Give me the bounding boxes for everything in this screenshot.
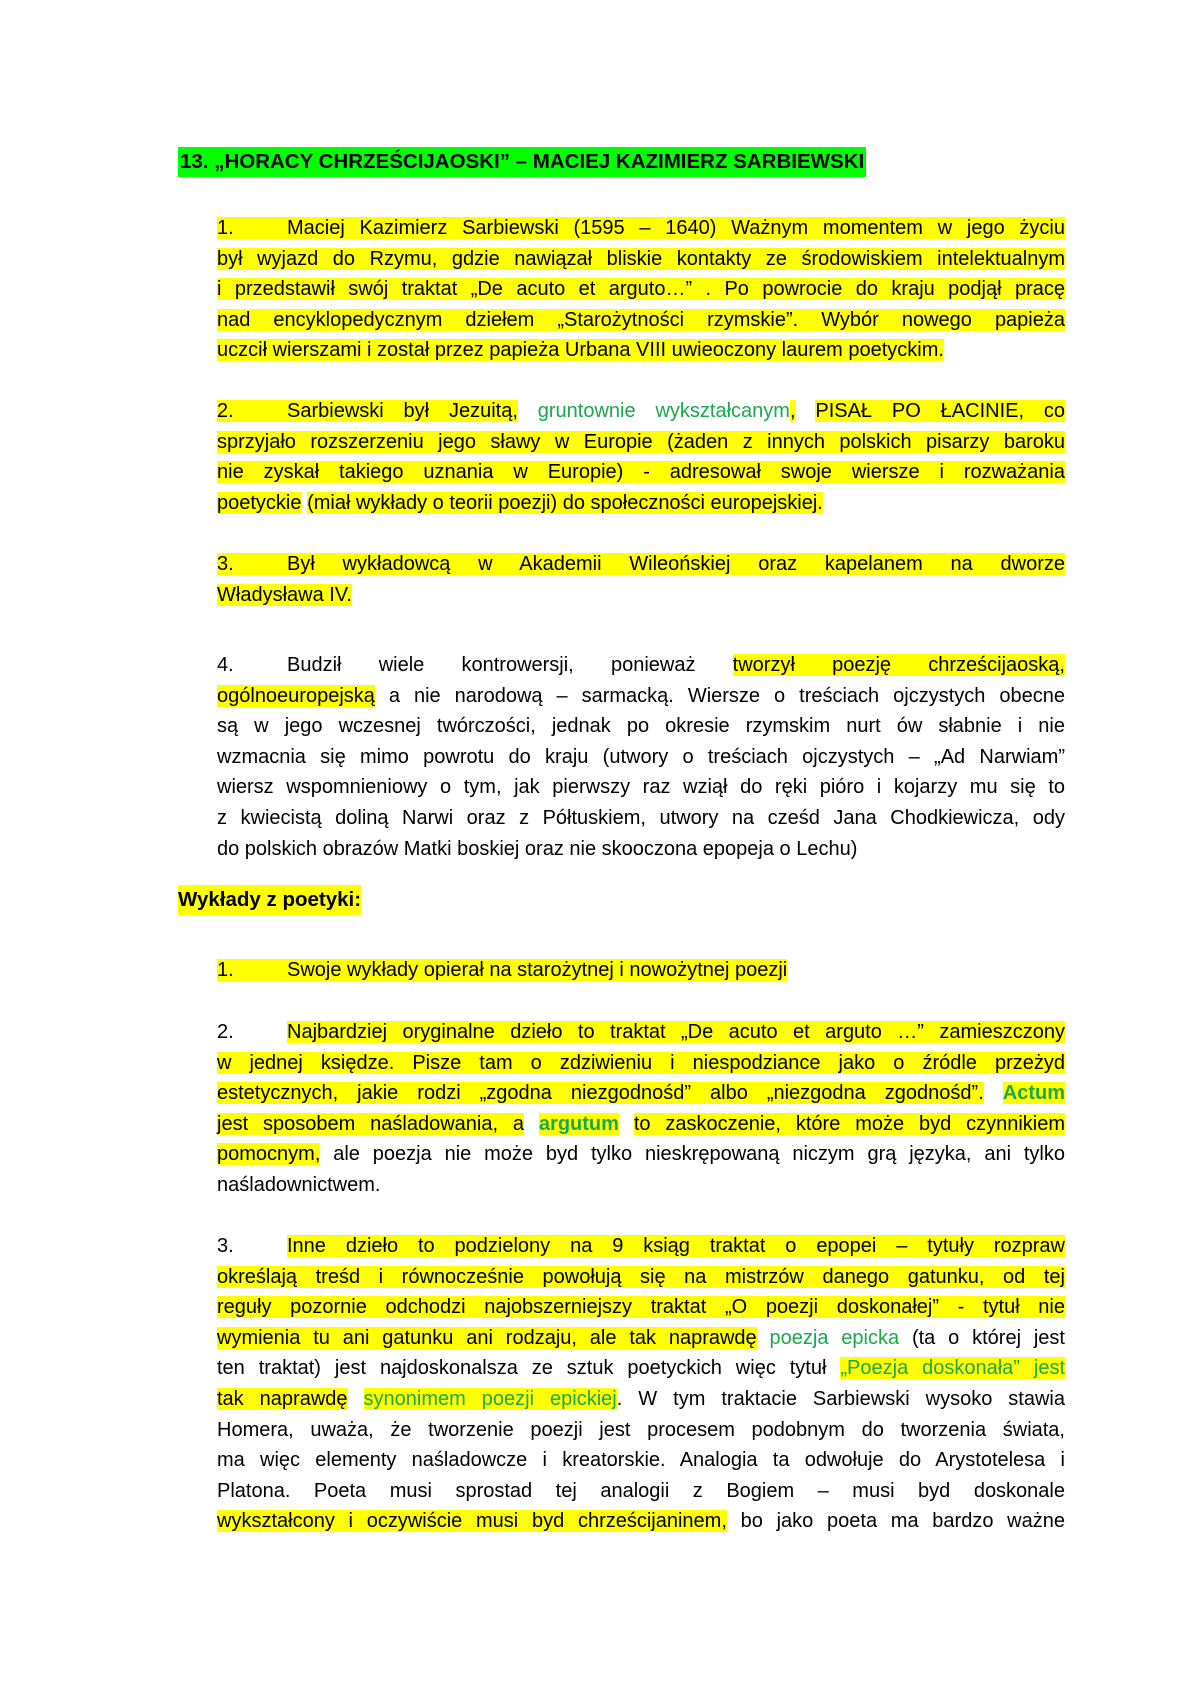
list-number: 3. — [217, 1235, 234, 1257]
lecture-item-2: 2. Najbardziej oryginalne dzieło to traktat „De acuto et arguto …” zamieszczony w jednej księdze. Pisze tam o zdziwieniu i niespodziance jako o źródle przeżyd estetycznych, jakie rodzi „zgodna niezgodnośd” albo „niezgodna zgodnośd”. Actum jest sposobem naśladowania, a argutum to zaskoczenie, które może byd czynnikiem pomocnym, ale poezja nie może byd tylko nieskrępowaną niczym grą języka, ani tylko naśladownictwem. — [217, 1017, 1065, 1201]
paragraph-4: 4. Budził wiele kontrowersji, ponieważ tworzył poezję chrześcijaoską, ogólnoeuropejską a nie narodową – sarmacką. Wiersze o treściach ojczystych obecne są w jego wczesnej twórczości, jednak po okresie rzymskim nurt ów słabnie i nie wzmacnia się mimo powrotu do kraju (utwory o treściach ojczystych – „Ad Narwiam” wiersz wspomnieniowy o tym, jak pierwszy raz wziął do ręki pióro i kojarzy mu się to z kwiecistą doliną Narwi oraz z Półtuskiem, utwory na cześd Jana Chodkiewicza, ody do polskich obrazów Matki boskiej oraz nie skooczona epopeja o Lechu) — [217, 650, 1065, 864]
green-phrase: poezja epicka — [769, 1326, 900, 1349]
term-actum: Actum — [1002, 1082, 1066, 1105]
paragraph-1: 1. Maciej Kazimierz Sarbiewski (1595 – 1640) Ważnym momentem w jego życiu był wyjazd do Rzymu, gdzie nawiązał bliskie kontakty ze środowiskiem intelektualnym i przedstawił swój traktat „De acuto et arguto…” . Po powrocie do kraju podjął pracę nad encyklopedycznym dziełem „Starożytności rzymskie”. Wybór nowego papieża uczcił wierszami i został przez papieża Urbana VIII uwieoczony laurem poetyckim. — [217, 213, 1065, 366]
list-number: 2. — [217, 400, 234, 422]
list-number: 4. — [217, 654, 234, 676]
paragraph-1-text: 1. Maciej Kazimierz Sarbiewski (1595 – 1640) Ważnym momentem w jego życiu — [217, 217, 1065, 239]
paragraph-3: 3. Był wykładowcą w Akademii Wileońskiej oraz kapelanem na dworze Władysława IV. — [217, 549, 1065, 610]
green-phrase: synonimem poezji epickiej — [363, 1387, 617, 1410]
lecture-item-1: 1. Swoje wykłady opierał na starożytnej i nowożytnej poezji — [217, 955, 1065, 986]
list-number: 3. — [217, 553, 234, 575]
section-heading: 13. „HORACY CHRZEŚCIJAOSKI” – MACIEJ KAZIMIERZ SARBIEWSKI — [178, 147, 866, 177]
green-phrase: gruntownie wykształcanym — [537, 400, 790, 422]
green-phrase: „Poezja doskonała” jest — [840, 1357, 1066, 1380]
lecture-item-3: 3. Inne dzieło to podzielony na 9 ksiąg traktat o epopei – tytuły rozpraw określają treśd i równocześnie powołują się na mistrzów danego gatunku, od tej reguły pozornie odchodzi najobszerniejszy traktat „O poezji doskonałej” - tytuł nie wymienia tu ani gatunku ani rodzaju, ale tak naprawdę poezja epicka (ta o której jest ten traktat) jest najdoskonalsza ze sztuk poetyckich więc tytuł „Poezja doskonała” jest tak naprawdę synonimem poezji epickiej. W tym traktacie Sarbiewski wysoko stawia Homera, uważa, że tworzenie poezji jest procesem podobnym do tworzenia świata, ma więc elementy naśladowcze i kreatorskie. Analogia ta odwołuje do Arystotelesa i Platona. Poeta musi sprostad tej analogii z Bogiem – musi byd doskonale wykształcony i oczywiście musi byd chrześcijaninem, bo jako poeta ma bardzo ważne — [217, 1231, 1065, 1537]
term-argutum: argutum — [538, 1112, 619, 1135]
list-number: 1. — [217, 959, 234, 981]
subheading: Wykłady z poetyki: — [178, 885, 361, 915]
list-number: 2. — [217, 1021, 234, 1043]
paragraph-2: 2. Sarbiewski był Jezuitą, gruntownie wykształcanym, PISAŁ PO ŁACINIE, co sprzyjało rozszerzeniu jego sławy w Europie (żaden z innych polskich pisarzy baroku nie zyskał takiego uznania w Europie) - adresował swoje wiersze i rozważania poetyckie (miał wykłady o teorii poezji) do społeczności europejskiej. — [217, 396, 1065, 518]
list-number: 1. — [217, 217, 234, 239]
